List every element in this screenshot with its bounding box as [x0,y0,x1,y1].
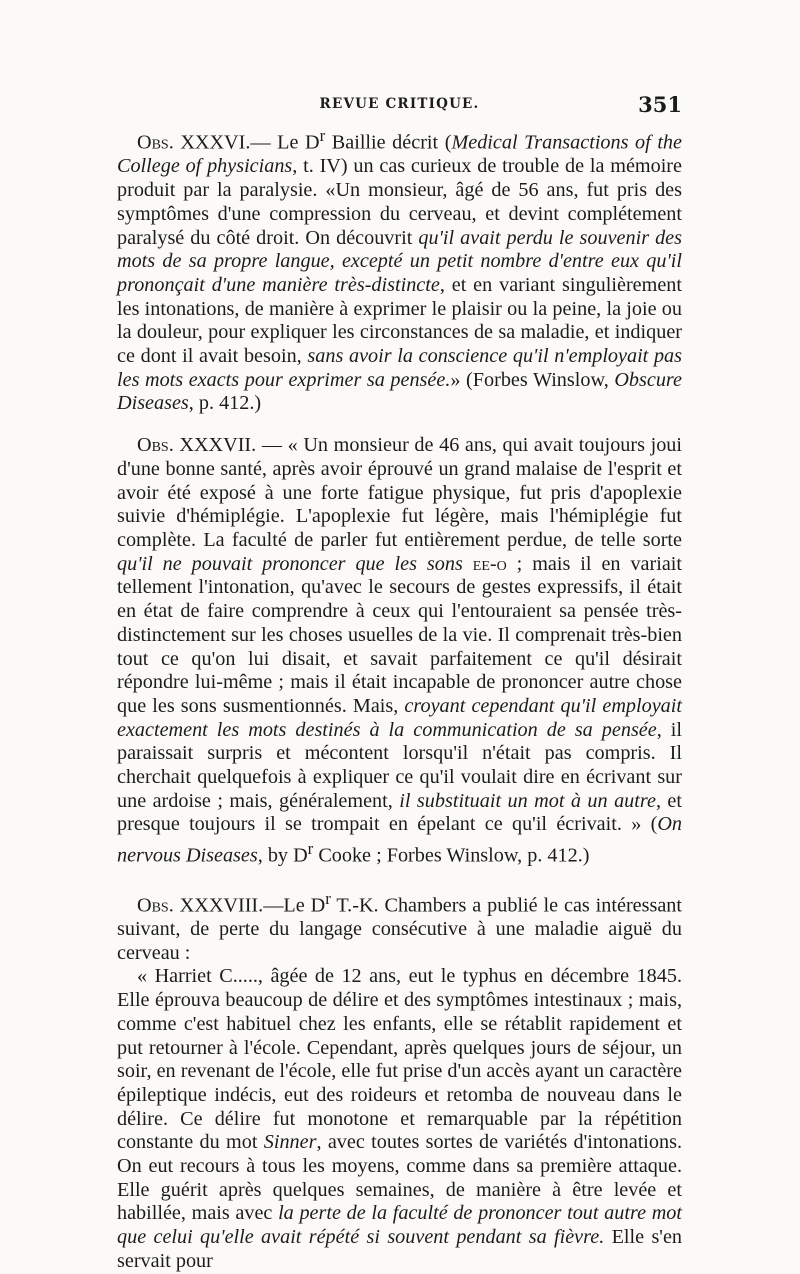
observation-37: Obs. XXXVII. — « Un monsieur de 46 ans, qui avait toujours joui d'une bonne santé, après avoir éprouvé un grand malaise de l'esprit et avoir été exposé à une forte fatigue physique, fut pris d'apoplexie suivie d'hémiplégie. L'apoplexie fut légère, mais l'hémiplégie fut complète. La faculté de parler fut entièrement perdue, de telle sorte qu'il ne pouvait prononcer que les sons ee-o ; mais il en variait tellement l'intonation, qu'avec le secours de gestes expressifs, il était en état de faire comprendre à ceux qui l'entouraient sa pensée très-distinctement sur les choses usuelles de la vie. Il comprenait très-bien tout ce qu'on lui disait, et savait parfaitement ce qu'il désirait répondre lui-même ; mais il était incapable de prononcer autre chose que les sons susmentionnés. Mais, croyant cependant qu'il employait exactement les mots destinés à la communication de sa pensée, il paraissait surpris et mécontent lorsqu'il n'était pas compris. Il cherchait quelquefois à expliquer ce qu'il voulait dire en écrivant sur une ardoise ; mais, généralement, il substituait un mot à un autre, et presque toujours il se trompait en épelant ce qu'il écrivait. » (On nervous Diseases, by $D^r$ Cooke ; Forbes Winslow, p. 412.) [117,434,683,867]
observation-36: Obs. XXXVI.— Le $D^r$ Baillie décrit (Medical Transactions of the College of physicians, t. IV) un cas curieux de trouble de la mémoire produit par la paralysie. «Un monsieur, âgé de 56 ans, fut pris des symptômes d'une compression du cerveau, et devint complétement paralysé du côté droit. On découvrit qu'il avait perdu le souvenir des mots de sa propre langue, excepté un petit nombre d'entre eux qu'il prononçait d'une manière très-distincte, et en variant singulièrement les intonations, de manière à exprimer le plaisir ou la peine, la joie ou la douleur, pour expliquer les circonstances de sa maladie, et indiquer ce dont il avait besoin, sans avoir la conscience qu'il n'employait pas les mots exacts pour exprimer sa pensée.» (Forbes Winslow, Obscure Diseases, p. 412.) [117,126,683,415]
page-number: 351 [638,92,682,117]
observation-label: Obs. XXXVI. [137,131,251,154]
running-head: REVUE CRITIQUE. [319,96,480,112]
observation-38-quote: « Harriet C....., âgée de 12 ans, eut le typhus en décembre 1845. Elle éprouva beaucoup de délire et des symptômes intestinaux ; mais, comme c'est habituel chez les enfants, elle se rétablit rapidement et put retourner à l'école. Cependant, après quelques jours de séjour, un soir, en revenant de l'école, elle fut prise d'un accès ayant un caractère épileptique indécis, eut des roideurs et retomba de nouveau dans le délire. Ce délire fut monotone et remarquable par la répétition constante du mot Sinner, avec toutes sortes de variétés d'intonations. On eut recours à tous les moyens, comme dans sa première attaque. Elle guérit après quelques semaines, de manière à être levée et habillée, mais avec la perte de la faculté de prononcer tout autre mot que celui qu'elle avait répété si souvent pendant sa fièvre. Elle s'en servait pour [117,965,683,1272]
observation-38: Obs. XXXVIII.—Le $D^r$ T.-K. Chambers a publié le cas intéressant suivant, de perte du langage consécutive à une maladie aiguë du cerveau : [117,888,683,964]
page-header [117,92,682,120]
observation-label: Obs. XXXVIII. [137,894,264,917]
body-text [117,124,682,1274]
observation-label: Obs. XXXVII. [137,434,257,457]
